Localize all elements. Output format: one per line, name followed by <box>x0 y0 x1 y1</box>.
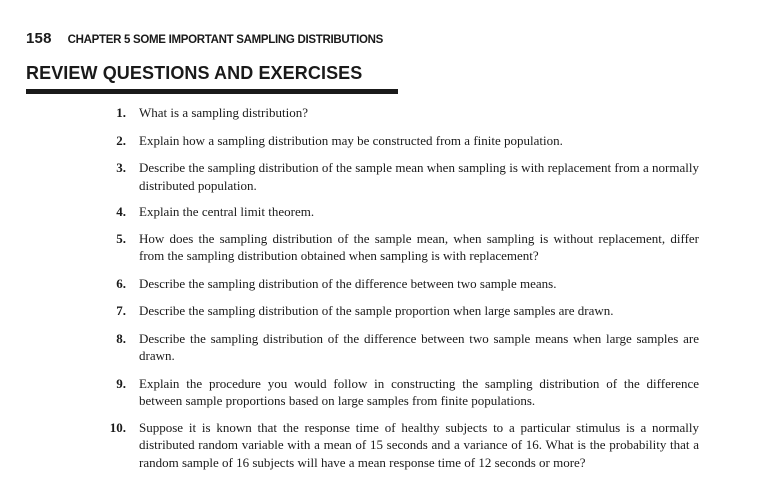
question-text: Describe the sampling distribution of the difference between two sample means when large samples are drawn. <box>139 330 699 363</box>
question-item <box>0 159 699 194</box>
page-number: 158 <box>26 30 52 47</box>
question-item <box>0 419 699 472</box>
question-text: Explain how a sampling distribution may be constructed from a finite population. <box>139 132 563 148</box>
question-item <box>0 275 699 293</box>
question-text: How does the sampling distribution of the sample mean, when sampling is without replacement, differ from the sampling distribution obtained when sampling is with replacement? <box>139 230 699 263</box>
questions-list <box>0 104 699 471</box>
question-text: Suppose it is known that the response time of healthy subjects to a particular stimulus is a normally distributed random variable with a mean of 15 seconds and a variance of 16. What is the probability that a random sample of 16 subjects will have a mean response time of 12 seconds or more? <box>139 419 699 470</box>
question-text: Describe the sampling distribution of the sample mean when sampling is with replacement from a normally distributed population. <box>139 160 699 193</box>
question-number: 9. <box>116 375 126 391</box>
question-item <box>0 132 699 150</box>
question-number: 5. <box>116 230 126 246</box>
heading-rule <box>26 89 398 94</box>
question-number: 7. <box>116 303 126 318</box>
question-text: Describe the sampling distribution of the sample proportion when large samples are drawn. <box>139 303 614 318</box>
question-item <box>0 104 699 122</box>
question-text: What is a sampling distribution? <box>139 105 308 120</box>
question-number: 3. <box>116 160 126 175</box>
question-number: 2. <box>116 132 126 148</box>
question-item <box>0 230 699 265</box>
running-head <box>26 30 383 47</box>
question-text: Explain the central limit theorem. <box>139 204 315 219</box>
question-number: 8. <box>116 330 126 346</box>
question-item <box>0 302 699 320</box>
question-number: 10. <box>109 419 126 435</box>
question-number: 6. <box>116 275 126 291</box>
question-number: 4. <box>116 204 126 219</box>
section-heading: REVIEW QUESTIONS AND EXERCISES <box>26 63 363 83</box>
question-item <box>0 375 699 410</box>
question-number: 1. <box>116 105 126 120</box>
question-text: Describe the sampling distribution of the difference between two sample means. <box>139 275 557 291</box>
question-text: Explain the procedure you would follow in constructing the sampling distribution of the difference between sample proportions based on large samples from finite populations. <box>139 375 699 408</box>
question-item <box>0 203 699 221</box>
chapter-title: CHAPTER 5 SOME IMPORTANT SAMPLING DISTRIBUTIONS <box>67 34 384 46</box>
question-item <box>0 330 699 365</box>
